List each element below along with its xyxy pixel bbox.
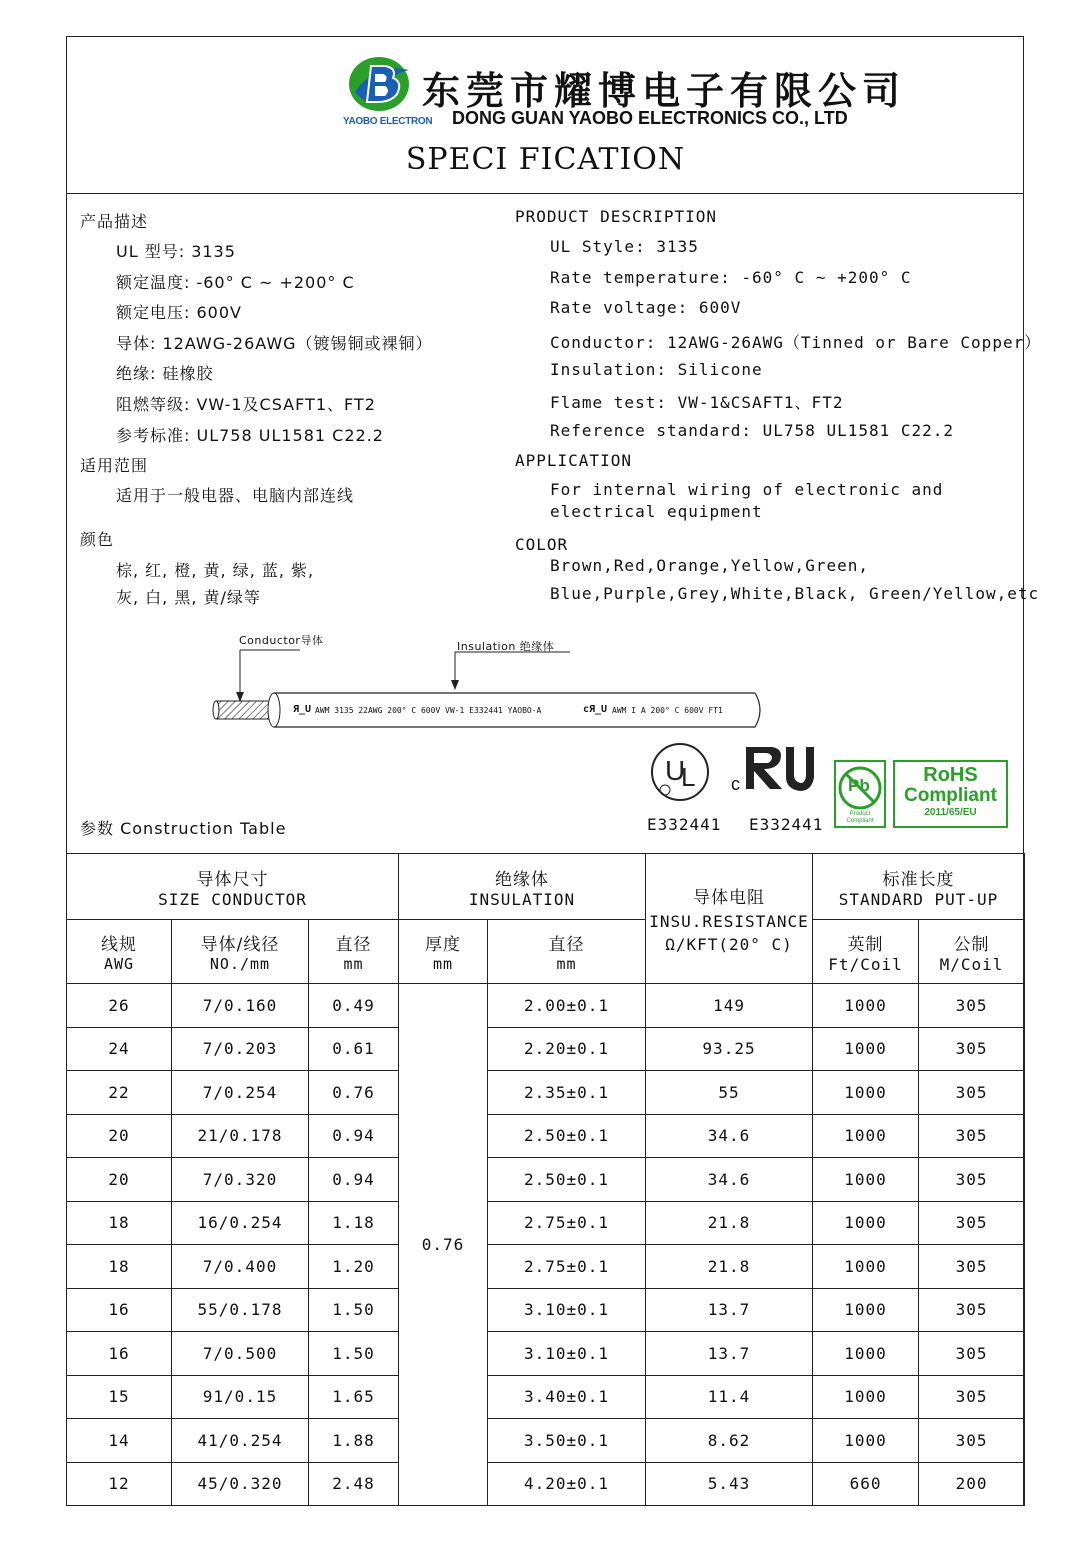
table-row — [67, 1245, 1025, 1289]
cell-ft-coil: 1000 — [813, 1027, 919, 1071]
cell-ft-coil: 1000 — [813, 1245, 919, 1289]
desc-en-color-line2: Blue,Purple,Grey,White,Black, Green/Yellow,etc — [550, 584, 1040, 603]
cell-thickness: 0.76 — [399, 984, 488, 1506]
desc-en-ul-style: UL Style: 3135 — [550, 237, 699, 256]
cell-resistance: 13.7 — [646, 1332, 813, 1376]
table-row — [67, 1288, 1025, 1332]
desc-cn-insulation: 绝缘: 硅橡胶 — [116, 364, 214, 383]
cell-awg: 16 — [67, 1288, 172, 1332]
ul-file-number: E332441 — [647, 815, 722, 834]
cell-m-coil: 305 — [919, 984, 1025, 1028]
cell-insulation-dia: 3.10±0.1 — [488, 1288, 646, 1332]
header-res-en: INSU.RESISTANCE — [649, 912, 809, 931]
pb-text: Pb — [848, 776, 870, 795]
desc-cn-app-heading: 适用范围 — [80, 456, 149, 475]
desc-cn-voltage: 额定电压: 600V — [116, 303, 242, 322]
document-title: SPECI FICATION — [405, 142, 686, 177]
construction-table-title: 参数 Construction Table — [80, 819, 287, 838]
cell-insulation-dia: 3.10±0.1 — [488, 1332, 646, 1376]
cell-awg: 15 — [67, 1375, 172, 1419]
cell-insulation-dia: 4.20±0.1 — [488, 1462, 646, 1506]
header-size-en: SIZE CONDUCTOR — [158, 889, 307, 909]
col-idia-cn: 直径 — [548, 935, 585, 955]
header-ins-cn: 绝缘体 — [495, 869, 549, 890]
cell-awg: 16 — [67, 1332, 172, 1376]
cell-ft-coil: 1000 — [813, 1288, 919, 1332]
desc-cn-color-line1: 棕, 红, 橙, 黄, 绿, 蓝, 紫, — [116, 561, 315, 580]
rohs-compliant: Compliant — [904, 785, 997, 806]
cell-m-coil: 305 — [919, 1114, 1025, 1158]
cell-conductor-dia: 0.49 — [309, 984, 399, 1028]
cell-resistance: 55 — [646, 1071, 813, 1115]
cell-m-coil: 305 — [919, 1158, 1025, 1202]
cell-resistance: 21.8 — [646, 1201, 813, 1245]
cell-m-coil: 305 — [919, 1027, 1025, 1071]
pb-subtext: Product Compliant — [846, 811, 874, 824]
cell-awg: 20 — [67, 1114, 172, 1158]
col-awg-en: AWG — [103, 955, 135, 973]
col-ft-en: Ft/Coil — [828, 954, 903, 974]
cell-conductor-dia: 0.76 — [309, 1071, 399, 1115]
header-size-cn: 导体尺寸 — [196, 869, 269, 890]
svg-text:U: U — [665, 755, 686, 786]
header-insulation — [399, 854, 646, 920]
cru-mark-icon: cЯ̲U — [583, 704, 608, 715]
cell-strand: 7/0.400 — [172, 1245, 309, 1289]
cell-insulation-dia: 2.75±0.1 — [488, 1201, 646, 1245]
cell-resistance: 34.6 — [646, 1114, 813, 1158]
cell-conductor-dia: 0.94 — [309, 1158, 399, 1202]
cell-conductor-dia: 0.94 — [309, 1114, 399, 1158]
desc-en-app-heading: APPLICATION — [515, 451, 632, 470]
cell-conductor-dia: 1.20 — [309, 1245, 399, 1289]
conductor-label: Conductor导体 — [239, 634, 324, 647]
col-dia-cn: 直径 — [335, 935, 372, 955]
cell-conductor-dia: 1.88 — [309, 1419, 399, 1463]
desc-en-color-heading: COLOR — [515, 535, 569, 554]
yaobo-logo-icon — [345, 52, 417, 116]
col-dia — [309, 920, 399, 984]
col-m-en: M/Coil — [939, 954, 1004, 974]
insulation-label: Insulation 绝缘体 — [457, 640, 555, 653]
cell-ft-coil: 660 — [813, 1462, 919, 1506]
cell-strand: 7/0.320 — [172, 1158, 309, 1202]
header-put-cn: 标准长度 — [882, 869, 955, 890]
col-thickness — [399, 920, 488, 984]
desc-en-reference: Reference standard: UL758 UL1581 C22.2 — [550, 421, 955, 440]
desc-cn-app-text: 适用于一般电器、电脑内部连线 — [116, 486, 355, 505]
cell-resistance: 93.25 — [646, 1027, 813, 1071]
desc-cn-conductor: 导体: 12AWG-26AWG（镀锡铜或裸铜） — [116, 334, 433, 353]
desc-cn-color-heading: 颜色 — [80, 530, 115, 549]
cell-ft-coil: 1000 — [813, 1419, 919, 1463]
recognized-component-icon — [742, 743, 816, 795]
table-row — [67, 1201, 1025, 1245]
header-res-unit: Ω/KFT(20° C) — [665, 935, 793, 954]
desc-en-flame: Flame test: VW-1&CSAFT1、FT2 — [550, 393, 844, 412]
header-ins-en: INSULATION — [468, 889, 576, 909]
cell-ft-coil: 1000 — [813, 984, 919, 1028]
cell-m-coil: 305 — [919, 1419, 1025, 1463]
cell-insulation-dia: 2.75±0.1 — [488, 1245, 646, 1289]
cell-resistance: 8.62 — [646, 1419, 813, 1463]
table-row — [67, 1462, 1025, 1506]
logo-text: YAOBO ELECTRON — [343, 116, 433, 127]
col-ft-cn: 英制 — [847, 934, 884, 955]
table-row — [67, 1375, 1025, 1419]
cell-resistance: 34.6 — [646, 1158, 813, 1202]
table-row — [67, 984, 1025, 1028]
desc-en-app-line1: For internal wiring of electronic and — [550, 480, 944, 499]
cul-file-number: E332441 — [749, 815, 824, 834]
cell-m-coil: 200 — [919, 1462, 1025, 1506]
cell-resistance: 21.8 — [646, 1245, 813, 1289]
cell-strand: 55/0.178 — [172, 1288, 309, 1332]
cell-resistance: 5.43 — [646, 1462, 813, 1506]
desc-cn-flame: 阻燃等级: VW-1及CSAFT1、FT2 — [116, 395, 376, 414]
col-no-cn: 导体/线径 — [200, 935, 280, 955]
cell-insulation-dia: 2.00±0.1 — [488, 984, 646, 1028]
ru-mark-icon: Я̲U — [293, 704, 312, 715]
cell-resistance: 13.7 — [646, 1288, 813, 1332]
col-awg-cn: 线规 — [101, 935, 137, 955]
col-dia-en: mm — [343, 955, 364, 973]
desc-cn-color-line2: 灰, 白, 黑, 黄/绿等 — [116, 588, 261, 607]
cable-marking-2: AWM I A 200° C 600V FT1 — [612, 706, 723, 715]
cell-strand: 7/0.160 — [172, 984, 309, 1028]
cell-ft-coil: 1000 — [813, 1071, 919, 1115]
cell-m-coil: 305 — [919, 1288, 1025, 1332]
cell-awg: 24 — [67, 1027, 172, 1071]
rohs-title: RoHS — [923, 764, 978, 786]
cell-ft-coil: 1000 — [813, 1158, 919, 1202]
header-res-cn: 导体电阻 — [693, 888, 766, 908]
cell-strand: 41/0.254 — [172, 1419, 309, 1463]
col-ins-dia — [488, 920, 646, 984]
desc-cn-reference: 参考标准: UL758 UL1581 C22.2 — [116, 426, 384, 445]
header-divider — [66, 193, 1024, 194]
cell-awg: 20 — [67, 1158, 172, 1202]
cell-strand: 7/0.254 — [172, 1071, 309, 1115]
table-row — [67, 1158, 1025, 1202]
cell-insulation-dia: 3.50±0.1 — [488, 1419, 646, 1463]
cell-awg: 18 — [67, 1201, 172, 1245]
svg-text:L: L — [681, 762, 696, 792]
desc-en-voltage: Rate voltage: 600V — [550, 298, 742, 317]
cru-c-prefix: c — [731, 774, 741, 794]
cell-m-coil: 305 — [919, 1201, 1025, 1245]
cell-conductor-dia: 0.61 — [309, 1027, 399, 1071]
header-resistance — [646, 854, 813, 984]
ul-listed-icon — [648, 740, 712, 804]
col-awg — [67, 920, 172, 984]
cell-awg: 26 — [67, 984, 172, 1028]
cell-conductor-dia: 1.50 — [309, 1288, 399, 1332]
desc-cn-temp: 额定温度: -60° C ~ +200° C — [116, 273, 355, 292]
header-put-en: STANDARD PUT-UP — [838, 889, 999, 909]
cell-awg: 22 — [67, 1071, 172, 1115]
desc-en-insulation: Insulation: Silicone — [550, 360, 763, 379]
col-thk-en: mm — [432, 955, 454, 973]
header-size-conductor — [67, 854, 399, 920]
cell-m-coil: 305 — [919, 1245, 1025, 1289]
desc-en-color-line1: Brown,Red,Orange,Yellow,Green, — [550, 556, 869, 575]
construction-table — [66, 853, 1025, 1506]
cell-strand: 7/0.203 — [172, 1027, 309, 1071]
pb-free-badge — [834, 760, 886, 828]
cell-insulation-dia: 2.50±0.1 — [488, 1114, 646, 1158]
cell-ft-coil: 1000 — [813, 1375, 919, 1419]
cell-conductor-dia: 1.18 — [309, 1201, 399, 1245]
cell-conductor-dia: 1.50 — [309, 1332, 399, 1376]
table-row — [67, 1419, 1025, 1463]
desc-en-temp: Rate temperature: -60° C ~ +200° C — [550, 268, 912, 287]
cell-awg: 12 — [67, 1462, 172, 1506]
cell-conductor-dia: 1.65 — [309, 1375, 399, 1419]
cell-strand: 7/0.500 — [172, 1332, 309, 1376]
col-no-en: NO./mm — [209, 955, 271, 973]
table-row — [67, 1332, 1025, 1376]
company-name-en: DONG GUAN YAOBO ELECTRONICS CO., LTD — [452, 108, 848, 128]
cell-strand: 45/0.320 — [172, 1462, 309, 1506]
cell-m-coil: 305 — [919, 1071, 1025, 1115]
desc-en-conductor: Conductor: 12AWG-26AWG（Tinned or Bare Copper） — [550, 333, 1042, 352]
col-no — [172, 920, 309, 984]
cell-awg: 18 — [67, 1245, 172, 1289]
col-ft — [813, 920, 919, 984]
rohs-badge — [893, 760, 1008, 828]
cell-ft-coil: 1000 — [813, 1201, 919, 1245]
cell-strand: 21/0.178 — [172, 1114, 309, 1158]
cell-insulation-dia: 2.20±0.1 — [488, 1027, 646, 1071]
cable-marking-1: AWM 3135 22AWG 200° C 600V VW-1 E332441 YAOBO-A — [315, 706, 542, 715]
col-m-cn: 公制 — [953, 934, 990, 955]
col-m — [919, 920, 1025, 984]
cell-awg: 14 — [67, 1419, 172, 1463]
cell-m-coil: 305 — [919, 1375, 1025, 1419]
cell-ft-coil: 1000 — [813, 1332, 919, 1376]
cell-conductor-dia: 2.48 — [309, 1462, 399, 1506]
desc-en-heading: PRODUCT DESCRIPTION — [515, 207, 718, 226]
cell-resistance: 149 — [646, 984, 813, 1028]
col-idia-en: mm — [556, 955, 577, 973]
table-row — [67, 1027, 1025, 1071]
desc-cn-heading: 产品描述 — [80, 212, 149, 231]
cell-strand: 91/0.15 — [172, 1375, 309, 1419]
table-row — [67, 1114, 1025, 1158]
table-row — [67, 1071, 1025, 1115]
cell-insulation-dia: 2.35±0.1 — [488, 1071, 646, 1115]
cell-ft-coil: 1000 — [813, 1114, 919, 1158]
company-name-cn: 东莞市耀博电子有限公司 — [422, 69, 907, 113]
rohs-directive: 2011/65/EU — [924, 807, 977, 818]
desc-en-app-line2: electrical equipment — [550, 502, 763, 521]
col-thk-cn: 厚度 — [425, 935, 461, 955]
cell-insulation-dia: 2.50±0.1 — [488, 1158, 646, 1202]
cell-m-coil: 305 — [919, 1332, 1025, 1376]
header-put-up — [813, 854, 1025, 920]
desc-cn-ul-style: UL 型号: 3135 — [116, 242, 236, 261]
cell-insulation-dia: 3.40±0.1 — [488, 1375, 646, 1419]
cell-resistance: 11.4 — [646, 1375, 813, 1419]
cell-strand: 16/0.254 — [172, 1201, 309, 1245]
